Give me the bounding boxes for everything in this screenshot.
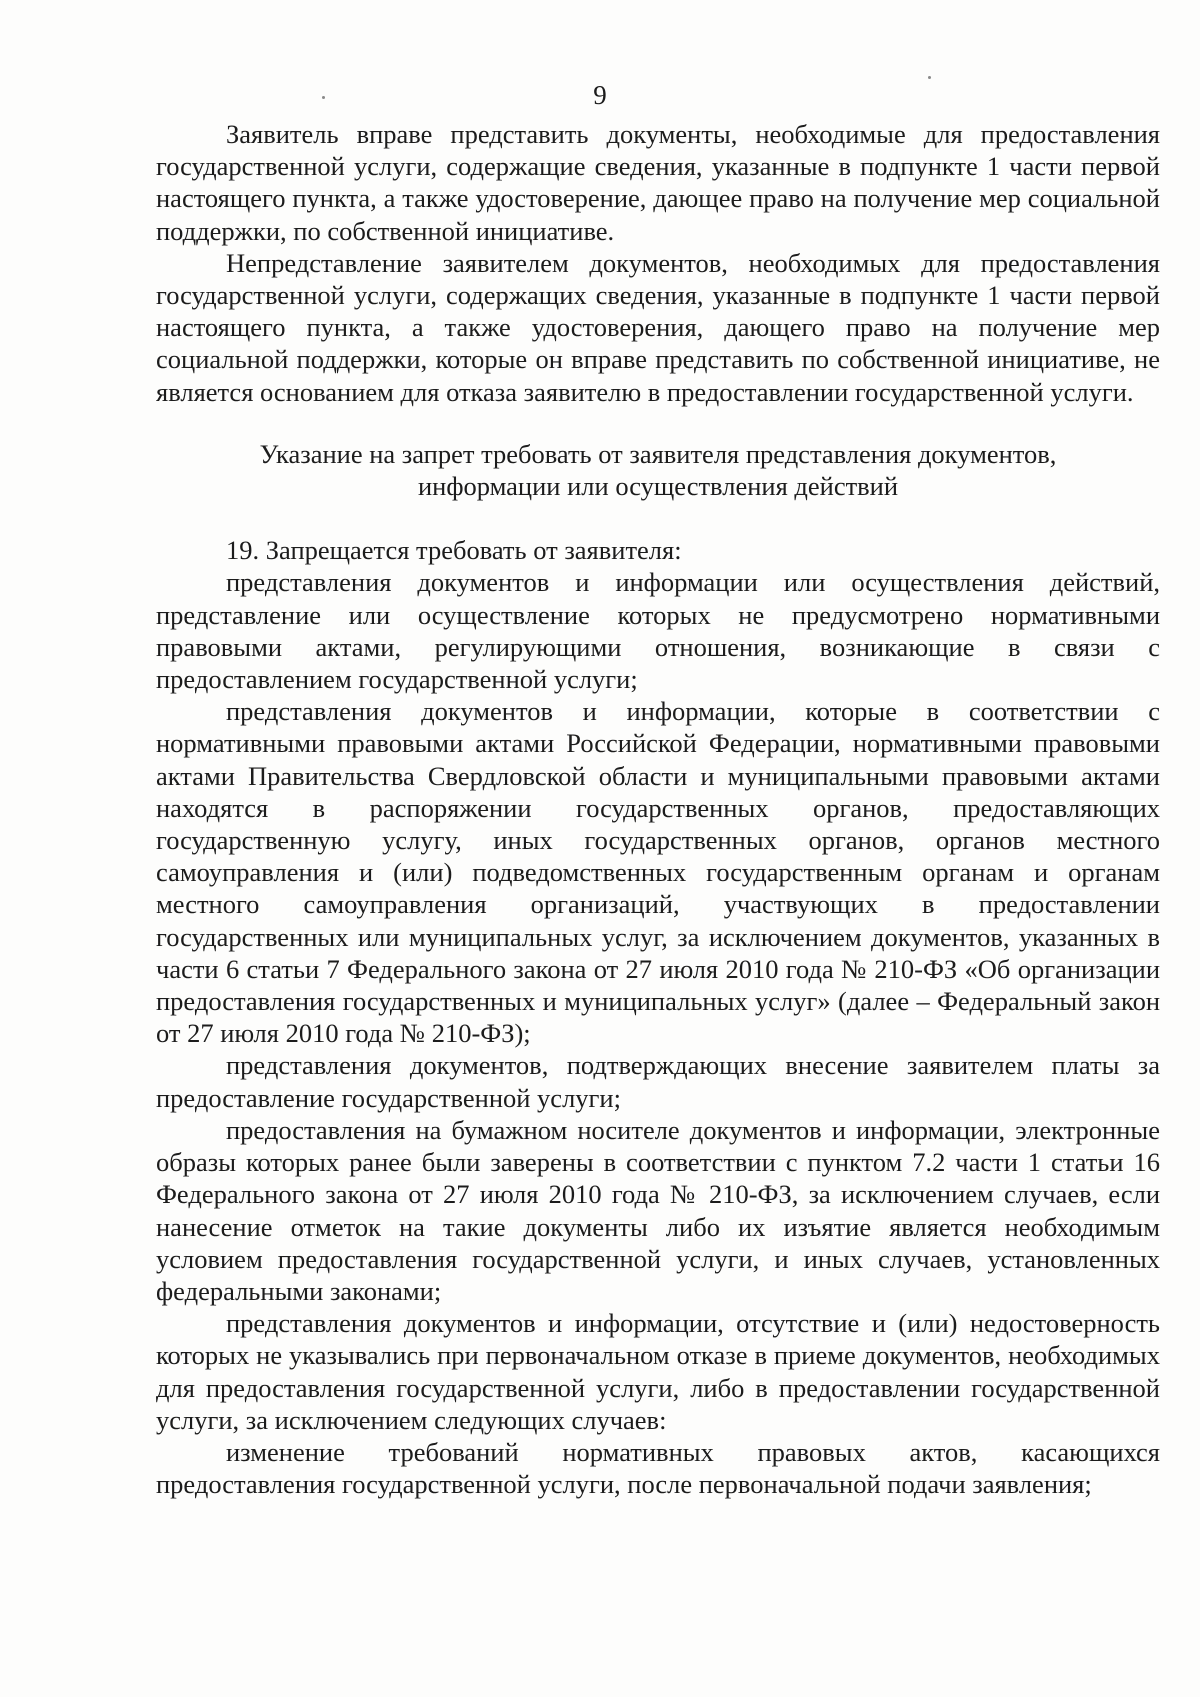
page-number: 9 [593, 80, 607, 110]
section-heading-line: Указание на запрет требовать от заявителя представления документов, [259, 438, 1057, 469]
paragraph: представления документов и информации, которые в соответствии с нормативными правовыми актами Российской Федерации, нормативными правовыми актами Правительства Свердловской области и муниципальными правовыми актами находятся в распоряжении государственных органов, предоставляющих государственную услугу, иных государственных органов, органов местного самоуправления и (или) подведомственных государственным органам и органам местного самоуправления организаций, участвующих в предоставлении государственных или муниципальных услуг, за исключением документов, указанных в части 6 статьи 7 Федерального закона от 27 июля 2010 года № 210-ФЗ «Об организации предоставления государственных и муниципальных услуг» (далее – Федеральный закон от 27 июля 2010 года № 210-ФЗ); [156, 696, 1160, 1049]
paragraph: предоставления на бумажном носителе документов и информации, электронные образы которых ранее были заверены в соответствии с пунктом 7.2 части 1 статьи 16 Федерального закона от 27 июля 2010 года № 210-ФЗ, за исключением случаев, если нанесение отметок на такие документы либо их изъятие является необходимым условием предоставления государственной услуги, и иных случаев, установленных федеральными законами; [156, 1114, 1160, 1306]
paragraph: 19. Запрещается требовать от заявителя: [226, 535, 682, 566]
paragraph: представления документов и информации, отсутствие и (или) недостоверность которых не указывались при первоначальном отказе в приеме документов, необходимых для предоставления государственной услуги, либо в предоставлении государственной услуги, за исключением следующих случаев: [156, 1308, 1160, 1435]
paragraph: Заявитель вправе представить документы, необходимые для предоставления государственной услуги, содержащие сведения, указанные в подпункте 1 части первой настоящего пункта, а также удостоверение, дающее право на получение мер социальной поддержки, по собственной инициативе. [156, 119, 1160, 246]
section-heading-line: информации или осуществления действий [417, 471, 899, 502]
paragraph: Непредставление заявителем документов, необходимых для предоставления государственной услуги, содержащих сведения, указанные в подпункте 1 части первой настоящего пункта, а также удостоверения, дающего право на получение мер социальной поддержки, которые он вправе представить по собственной инициативе, не является основанием для отказа заявителю в предоставлении государственной услуги. [156, 247, 1160, 407]
paragraph: представления документов и информации или осуществления действий, представление или осуществление которых не предусмотрено нормативными правовыми актами, регулирующими отношения, возникающие в связи с предоставлением государственной услуги; [156, 567, 1160, 695]
paragraph: изменение требований нормативных правовых актов, касающихся предоставления государственной услуги, после первоначальной подачи заявления; [156, 1436, 1160, 1500]
scan-speck [928, 76, 931, 79]
paragraph: представления документов, подтверждающих внесение заявителем платы за предоставление государственной услуги; [156, 1050, 1160, 1113]
section-heading [156, 438, 1160, 502]
document-body [156, 118, 1160, 1500]
